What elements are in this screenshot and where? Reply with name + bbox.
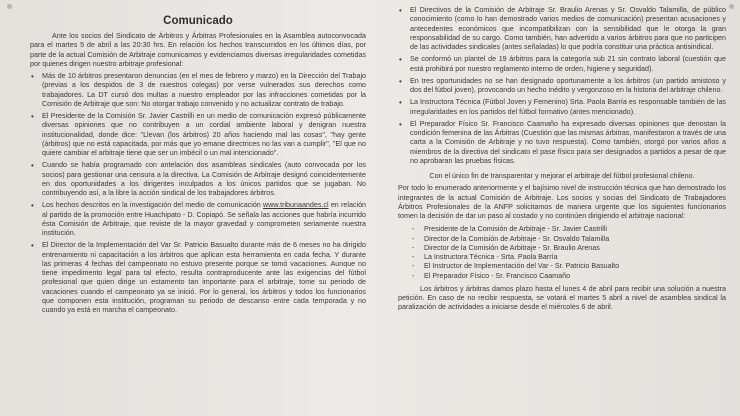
- final-paragraph: Los árbitros y árbitras damos plazo hasta el lunes 4 de abril para recibir una solución a nuestra petición. En caso de no recibir respuesta, se votará el martes 5 abril a nivel de asamblea sindical la paralización de actividades a iniciarse desde el miércoles 6 de abril.: [398, 284, 726, 312]
- list-item: [30, 201, 366, 238]
- list-item: • El Preparador Físico Sr. Francisco Caamaño ha expresado diversas opiniones que denostan la condición femenina de las Árbitras (Cuestión que las mismas árbitras, manifestaron a través de una carta a la Comisión de Arbitraje y no tuvo respuesta). Como también, otorgó por varios años a miembros de la directiva del sindicato el pase físico para ser designados a partidos a pesar de que no aprobaran las pruebas físicas.: [398, 120, 726, 166]
- list-item: • Más de 10 árbitros presentaron denuncias (en el mes de febrero y marzo) en la Dirección del Trabajo (previas a los despidos de 3 de nuestros colegas) por verse vulnerados sus derechos como trabajadores. La DT cursó dos multas a nuestro empleador por las infracciones cometidas por la Comisión de Arbitraje que son: No otorgar trabajo convenido y no actualizar contrato de trabajo.: [30, 72, 366, 109]
- list-item-text: Los hechos descritos en la investigación del medio de comunicación: [42, 201, 261, 210]
- closing-paragraph: Por todo lo enumerado anteriormente y el bajísimo nivel de instrucción técnica que han demostrado los integrantes de la actual Comisión de Arbitraje. Los socios y socias del Sindicato de Trabajadores Árbitros Profesionales de la ANFP solicitamos de manera urgente que los siguientes funcionarios tomen la decisión de dar un paso al costado y no continúen dirigiendo el arbitraje nacional:: [398, 184, 726, 220]
- closing-intro: Con el único fin de transparentar y mejorar el arbitraje del fútbol profesional chileno.: [429, 172, 695, 180]
- list-item: - La Instructora Técnica - Srta. Paola Barría: [412, 253, 726, 262]
- right-bullet-list: [398, 6, 726, 166]
- list-item: - El Instructor de Implementación del Var - Sr. Patricio Basualto: [412, 262, 726, 271]
- news-link[interactable]: www.tribunaandes.cl: [263, 201, 329, 210]
- list-item: • El Directivos de la Comisión de Arbitraje Sr. Braulio Arenas y Sr. Osvaldo Talamilla, de público conocimiento (como lo han demostrado varios medios de comunicación) presentan acusaciones y antecedentes económicos que incompatibilizan con la sensibilidad que le otorga la gran responsabilidad de su cargo. Como también, han advertido a varios árbitros para que no participen de las actividades sindicales (antes señaladas) lo que podría constituir una práctica antisindical.: [398, 6, 726, 52]
- list-item: - Presidente de la Comisión de Arbitraje - Sr. Javier Castrilli: [412, 225, 726, 234]
- signer-list: [412, 225, 726, 281]
- document-title: Comunicado: [163, 15, 233, 27]
- left-column: [30, 0, 366, 318]
- list-item: • La Instructora Técnica (Fútbol Joven y Femenino) Srta. Paola Barría es responsable también de las irregularidades en los partidos del fútbol formativo (antes mencionado).: [398, 98, 726, 117]
- corner-mark: [729, 4, 734, 9]
- list-item: - Director de la Comisión de Arbitraje - Sr. Braulio Arenas: [412, 244, 726, 253]
- list-item: • En tres oportunidades no se han designado oportunamente a los árbitros (un partido amistoso y dos del fútbol joven), provocando un hecho inédito y vergonzoso en la historia del arbitraje chileno.: [398, 77, 726, 96]
- list-item: - El Preparador Físico - Sr. Francisco Caamaño: [412, 272, 726, 281]
- right-column: [398, 6, 726, 316]
- corner-mark: [7, 4, 12, 9]
- intro-paragraph: Ante los socios del Sindicato de Árbitros y Árbitras Profesionales en la Asamblea autoconvocada para el martes 5 de abril a las 20:30 hrs. En relación los hechos transcurridos en los últimos días, por parte de la actual Comisión de Arbitraje comunicamos y evidenciamos diversas irregularidades cometidas por quienes dirigen nuestro arbitraje profesional:: [30, 32, 366, 68]
- list-item: - Director de la Comisión de Arbitraje - Sr. Osvaldo Talamilla: [412, 235, 726, 244]
- list-item: • El Director de la Implementación del Var Sr. Patricio Basualto durante más de 6 meses no ha dirigido entrenamiento ni capacitación a los árbitros que aplican esta herramienta en cada fecha. Y durante las primeras 4 fechas del campeonato no estuvo presente porque se tomó vacaciones. Aunque no tiene impedimento legal para tal efecto, resulta contraproducente ante las exigencias del fútbol profesional que quien dirige un estamento tan importante para el arbitraje, tome su periodo de vacaciones cuando el campeonato ya se inició. Por lo general, los árbitros y todos los funcionarios que componen esta institución, programan su periodo de descanso entre cada temporada y no cuando ya está en marcha el campeonato.: [30, 241, 366, 315]
- list-item: • Se conformó un plantel de 19 árbitros para la categoría sub 21 sin contrato laboral (cuestión que está prohibirá por nuestro reglamento interno de orden, higiene y seguridad).: [398, 55, 726, 74]
- list-item: • Cuando se había programado con antelación dos asambleas sindicales (auto convocada por los socios) para gestionar una censura a la directiva. La Comisión de Arbitraje designó coincidentemente en dos oportunidades a los dirigentes inculpados a los únicos partidos que se jugaban. No contribuyendo así, a la libre la acción sindical de los trabajadores árbitros.: [30, 161, 366, 198]
- left-bullet-list: [30, 72, 366, 315]
- list-item-text: en relación al partido de la promoción entre Huachipato - D. Copiapó. Se señala las acciones que habría incurrido ésta Comisión de Arbitraje, que reviste de la mayor gravedad y comprometen seriamente nuestra institución.: [42, 201, 367, 237]
- list-item: • El Presidente de la Comisión Sr. Javier Castrilli en un medio de comunicación expresó públicamente diversas opiniones que no contribuyen a un cordial ambiente laboral y denigran nuestra institucionalidad, donde dice: "Llevan (los árbitros) 20 años haciendo mal las cosas", "hay gente (árbitros) que no está capacitada, por más que yo emane directrices no las van a cumplir", "El que no quiere cambiar el arbitraje tiene que ser un imbécil o un mal intencionado".: [30, 112, 366, 158]
